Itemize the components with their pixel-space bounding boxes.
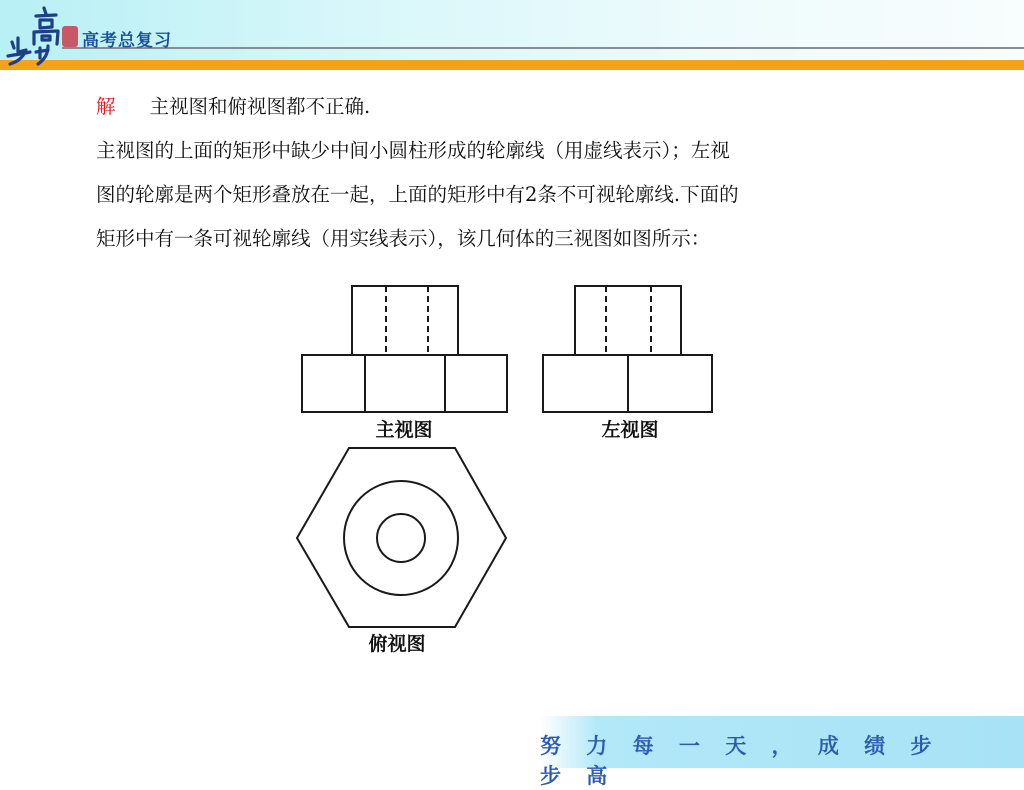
top-inner-circle bbox=[377, 514, 425, 562]
side-upper-rect bbox=[575, 286, 681, 355]
side-view bbox=[543, 286, 712, 412]
solution-line-2: 主视图的上面的矩形中缺少中间小圆柱形成的轮廓线（用虚线表示）；左视 bbox=[96, 139, 730, 162]
answer-mark: 解 bbox=[96, 95, 116, 118]
solution-line-4: 矩形中有一条可视轮廓线（用实线表示），该几何体的三视图如图所示： bbox=[96, 227, 711, 250]
top-outer-circle bbox=[344, 481, 458, 595]
side-view-label: 左视图 bbox=[601, 419, 659, 441]
solution-line-1-text: 主视图和俯视图都不正确. bbox=[149, 95, 371, 118]
front-view-label: 主视图 bbox=[375, 419, 433, 441]
footer-slogan: 努 力 每 一 天 ， 成 绩 步 步 高 bbox=[540, 734, 941, 788]
top-view bbox=[297, 448, 506, 627]
front-lower-rect bbox=[302, 355, 507, 412]
footer-band bbox=[540, 716, 1024, 788]
top-hexagon bbox=[297, 448, 506, 627]
header-title: 高考总复习 bbox=[82, 31, 172, 51]
solution-line-3: 图的轮廓是两个矩形叠放在一起，上面的矩形中有2条不可视轮廓线.下面的 bbox=[96, 183, 739, 206]
top-view-label: 俯视图 bbox=[368, 633, 426, 655]
front-upper-rect bbox=[352, 286, 458, 355]
front-view bbox=[302, 286, 507, 412]
